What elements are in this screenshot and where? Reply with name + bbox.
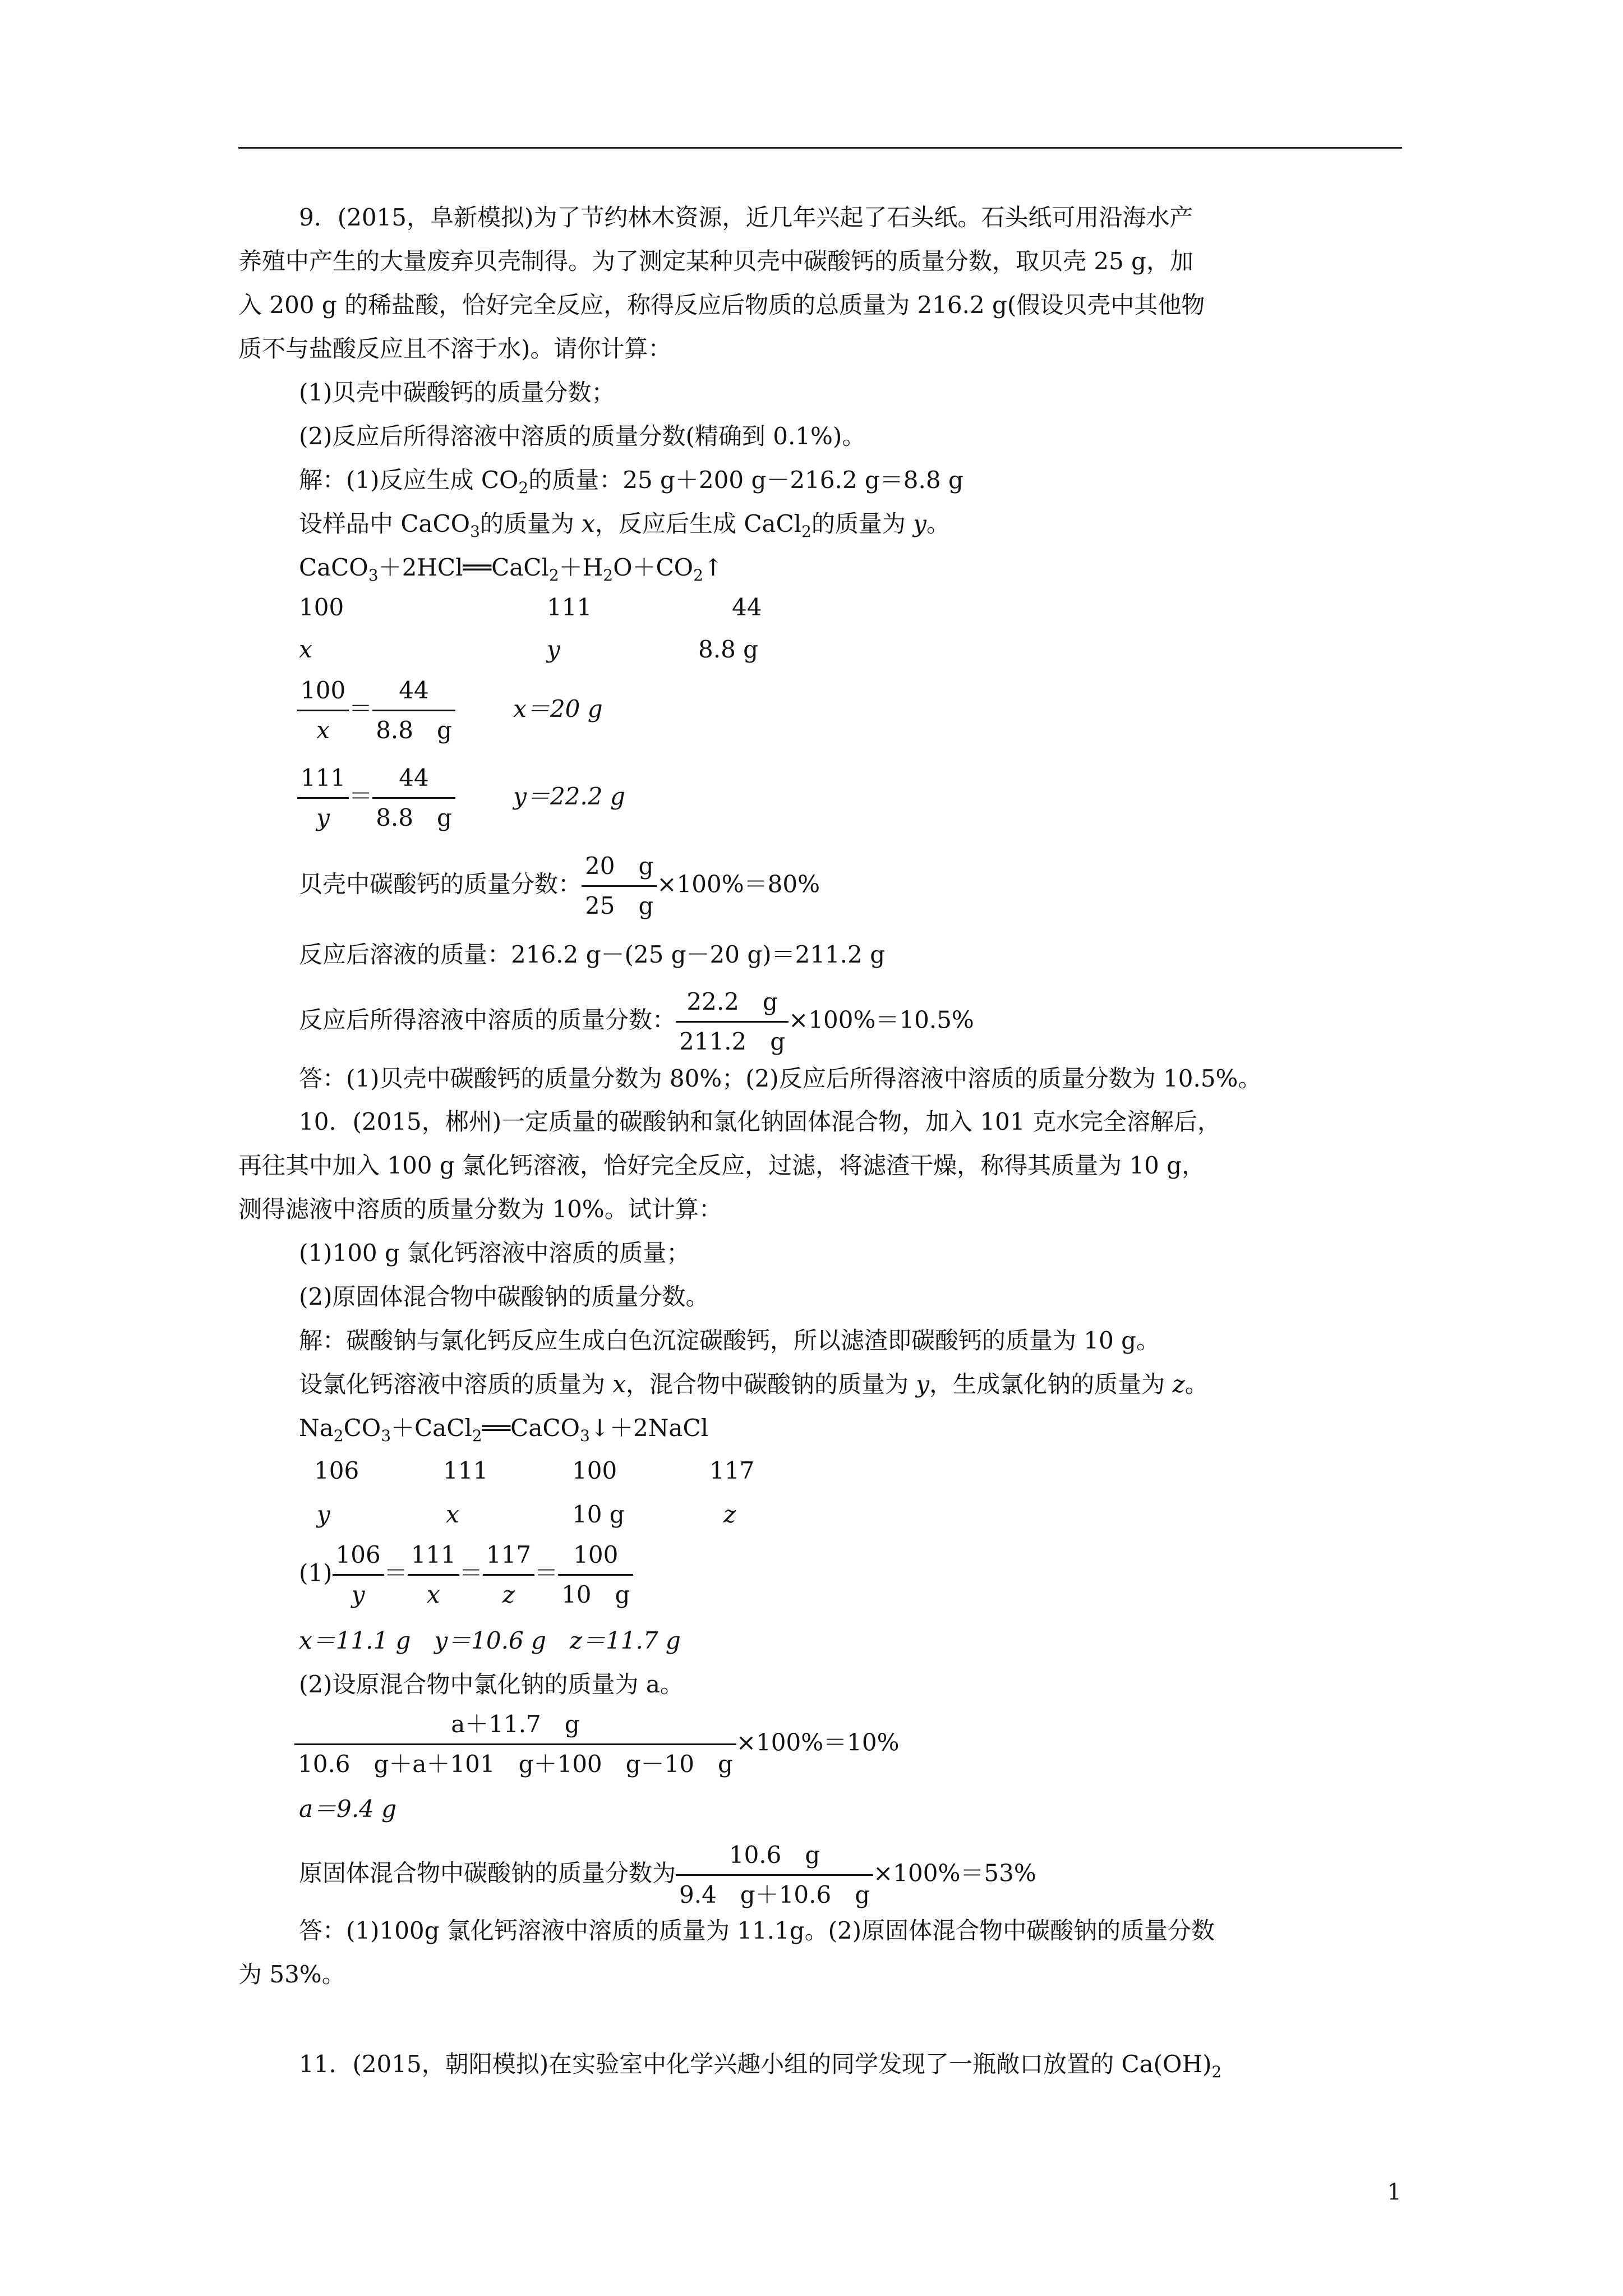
q10-var-caco3: 10 g xyxy=(572,1501,625,1528)
q10-solution-line-1: 解：碳酸钠与氯化钙反应生成白色沉淀碳酸钙，所以滤渣即碳酸钙的质量为 10 g。 xyxy=(299,1327,1160,1354)
q10-stem-line-2: 再往其中加入 100 g 氯化钙溶液，恰好完全反应，过滤，将滤渣干燥，称得其质量为 10 g， xyxy=(238,1152,1206,1179)
q9-var-x: x xyxy=(299,636,312,663)
q9-proportion-1: $\frac{100}{x}$ ＝ $\frac{44}{8.8 g}$ x＝20 g xyxy=(297,671,603,749)
q9-solution-line-2: 设样品中 CaCO$_3$的质量为 x，反应后生成 CaCl$_2$的质量为 y。 xyxy=(299,510,951,541)
q10-molar-caco3: 100 xyxy=(572,1457,617,1484)
q10-molar-cacl2: 111 xyxy=(443,1457,488,1484)
q10-var-x: x xyxy=(446,1501,459,1528)
q10-subquestion-1: (1)100 g 氯化钙溶液中溶质的质量； xyxy=(299,1239,690,1267)
q11-stem-line-1: 11．(2015，朝阳模拟)在实验室中化学兴趣小组的同学发现了一瓶敞口放置的 $Ca(OH)_2$ xyxy=(299,2050,1222,2081)
q9-solution-mass: 反应后溶液的质量：216.2 g－(25 g－20 g)＝211.2 g xyxy=(299,941,886,968)
q10-nacl-equation: $\frac{a+11.7 g}{10.6 g+a+101 g+100 g-10 g}$ ×100%＝10% xyxy=(294,1705,900,1783)
q9-solution-line-1: 解：(1)反应生成 $CO_2$的质量：25 g＋200 g－216.2 g＝8.8 g xyxy=(299,466,963,497)
q10-answer-line-2: 为 53%。 xyxy=(238,1961,345,1988)
q10-molar-nacl: 117 xyxy=(709,1457,755,1484)
q10-stem-line-1: 10．(2015，郴州)一定质量的碳酸钠和氯化钠固体混合物，加入 101 克水完全溶解后， xyxy=(299,1108,1221,1135)
q9-stem-line-2: 养殖中产生的大量废弃贝壳制得。为了测定某种贝壳中碳酸钙的质量分数，取贝壳 25 g，加 xyxy=(238,247,1194,275)
page-number: 1 xyxy=(1387,2179,1401,2205)
q9-molar-caco3: 100 xyxy=(299,593,344,621)
q9-stem-line-1: 9．(2015，阜新模拟)为了节约林木资源，近几年兴起了石头纸。石头纸可用沿海水产 xyxy=(299,204,1193,231)
q9-var-y: y xyxy=(547,636,560,663)
header-rule xyxy=(238,147,1402,149)
q9-stem-line-3: 入 200 g 的稀盐酸，恰好完全反应，称得反应后物质的总质量为 216.2 g(假设贝壳中其他物 xyxy=(238,291,1205,319)
q9-stem-line-4: 质不与盐酸反应且不溶于水)。请你计算： xyxy=(238,335,672,362)
q10-answer-line-1: 答：(1)100g 氯化钙溶液中溶质的质量为 11.1g。(2)原固体混合物中碳酸钠的质量分数 xyxy=(299,1917,1215,1944)
q10-results: x＝11.1 g y＝10.6 g z＝11.7 g xyxy=(299,1627,681,1654)
q10-molar-na2co3: 106 xyxy=(314,1457,359,1484)
q9-molar-cacl2: 111 xyxy=(547,593,592,621)
q9-answer: 答：(1)贝壳中碳酸钙的质量分数为 80%；(2)反应后所得溶液中溶质的质量分数为 10.5%。 xyxy=(299,1065,1262,1092)
q10-proportion-chain: (1) $\frac{106}{y}$ ＝ $\frac{111}{x}$ ＝ $\frac{117}{z}$ ＝ $\frac{100}{10 g}$ xyxy=(299,1536,633,1614)
q9-molar-co2: 44 xyxy=(732,593,762,621)
q9-caco3-fraction: 贝壳中碳酸钙的质量分数： $\frac{20 g}{25 g}$ ×100%＝80% xyxy=(299,847,820,925)
q10-subquestion-2: (2)原固体混合物中碳酸钠的质量分数。 xyxy=(299,1283,709,1310)
q10-part2-set: (2)设原混合物中氯化钠的质量为 a。 xyxy=(299,1671,684,1698)
q9-subquestion-1: (1)贝壳中碳酸钙的质量分数； xyxy=(299,379,615,406)
q9-equation: $CaCO_3+2HCl══CaCl_2+H_2O+CO_2↑$ xyxy=(299,554,723,585)
q10-na2co3-fraction: 原固体混合物中碳酸钠的质量分数为 $\frac{10.6 g}{9.4 g+10.6 g}$ ×100%＝53% xyxy=(299,1836,1036,1914)
q9-var-co2: 8.8 g xyxy=(698,636,759,663)
q10-var-z: z xyxy=(723,1501,736,1528)
q9-subquestion-2: (2)反应后所得溶液中溶质的质量分数(精确到 0.1%)。 xyxy=(299,422,866,450)
q10-solution-line-2: 设氯化钙溶液中溶质的质量为 x，混合物中碳酸钠的质量为 y，生成氯化钠的质量为 z。 xyxy=(299,1370,1209,1398)
q9-proportion-2: $\frac{111}{y}$ ＝ $\frac{44}{8.8 g}$ y＝22.2 g xyxy=(297,759,625,837)
q10-stem-line-3: 测得滤液中溶质的质量分数为 10%。试计算： xyxy=(238,1195,722,1223)
q10-var-y: y xyxy=(317,1501,330,1528)
q10-a-result: a＝9.4 g xyxy=(299,1795,397,1823)
q10-equation: $Na_2CO_3+CaCl_2══CaCO_3↓+2NaCl$ xyxy=(299,1414,709,1445)
q9-solute-fraction: 反应后所得溶液中溶质的质量分数： $\frac{22.2 g}{211.2 g}$ ×100%＝10.5% xyxy=(299,983,974,1061)
